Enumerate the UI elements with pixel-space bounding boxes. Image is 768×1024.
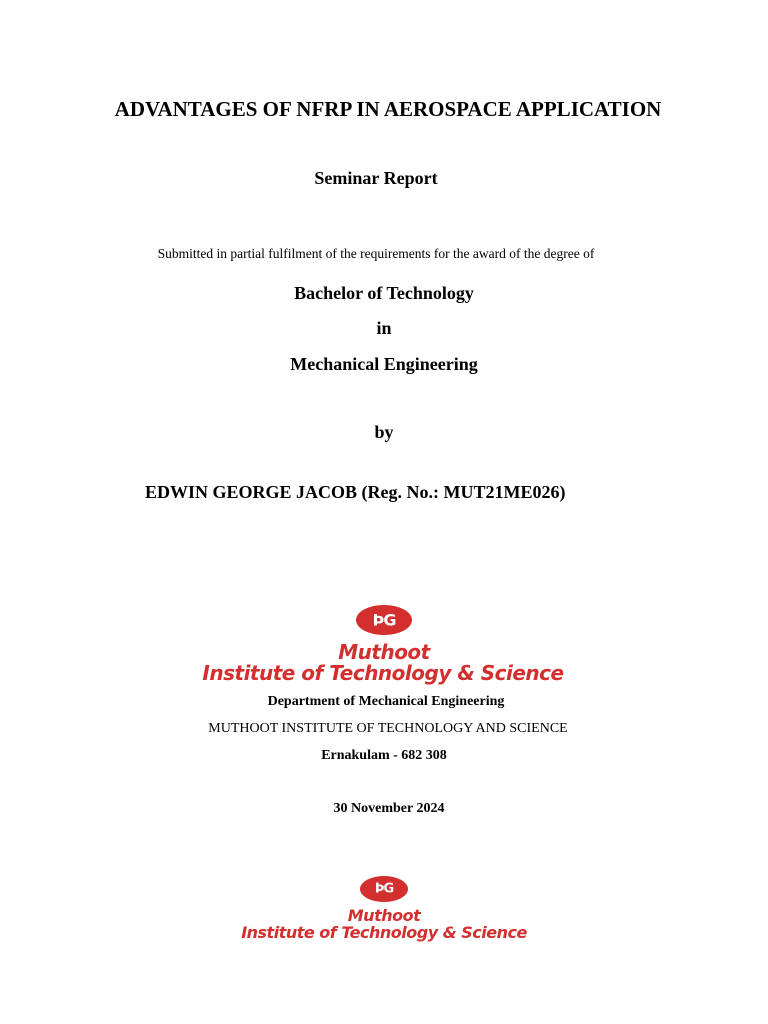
report-title: ADVANTAGES OF NFRP IN AEROSPACE APPLICATION (114, 97, 662, 121)
institute-logo (0, 605, 768, 684)
institute-emblem-icon: ÞG (356, 605, 412, 635)
submission-statement: Submitted in partial fulfilment of the requirements for the award of the degree of (157, 246, 595, 261)
degree-name: Bachelor of Technology (294, 283, 474, 303)
degree-in: in (376, 318, 392, 338)
department-name: Department of Mechanical Engineering (267, 694, 505, 709)
institute-emblem-icon: ÞG (360, 876, 408, 902)
institution-name: MUTHOOT INSTITUTE OF TECHNOLOGY AND SCIENCE (208, 721, 568, 736)
institute-logo-footer (0, 876, 768, 941)
author-name: EDWIN GEORGE JACOB (Reg. No.: MUT21ME026) (145, 482, 566, 502)
logo-footer-text-line2: Institute of Technology & Science (241, 923, 527, 942)
degree-discipline: Mechanical Engineering (290, 354, 478, 374)
report-subtitle: Seminar Report (314, 168, 438, 188)
report-date: 30 November 2024 (333, 801, 445, 816)
logo-footer-text-line1: Muthoot (347, 906, 421, 925)
logo-text-line1: Muthoot (338, 640, 430, 664)
by-label: by (374, 422, 394, 442)
institution-location: Ernakulam - 682 308 (321, 748, 447, 763)
logo-text-line2: Institute of Technology & Science (202, 661, 564, 685)
